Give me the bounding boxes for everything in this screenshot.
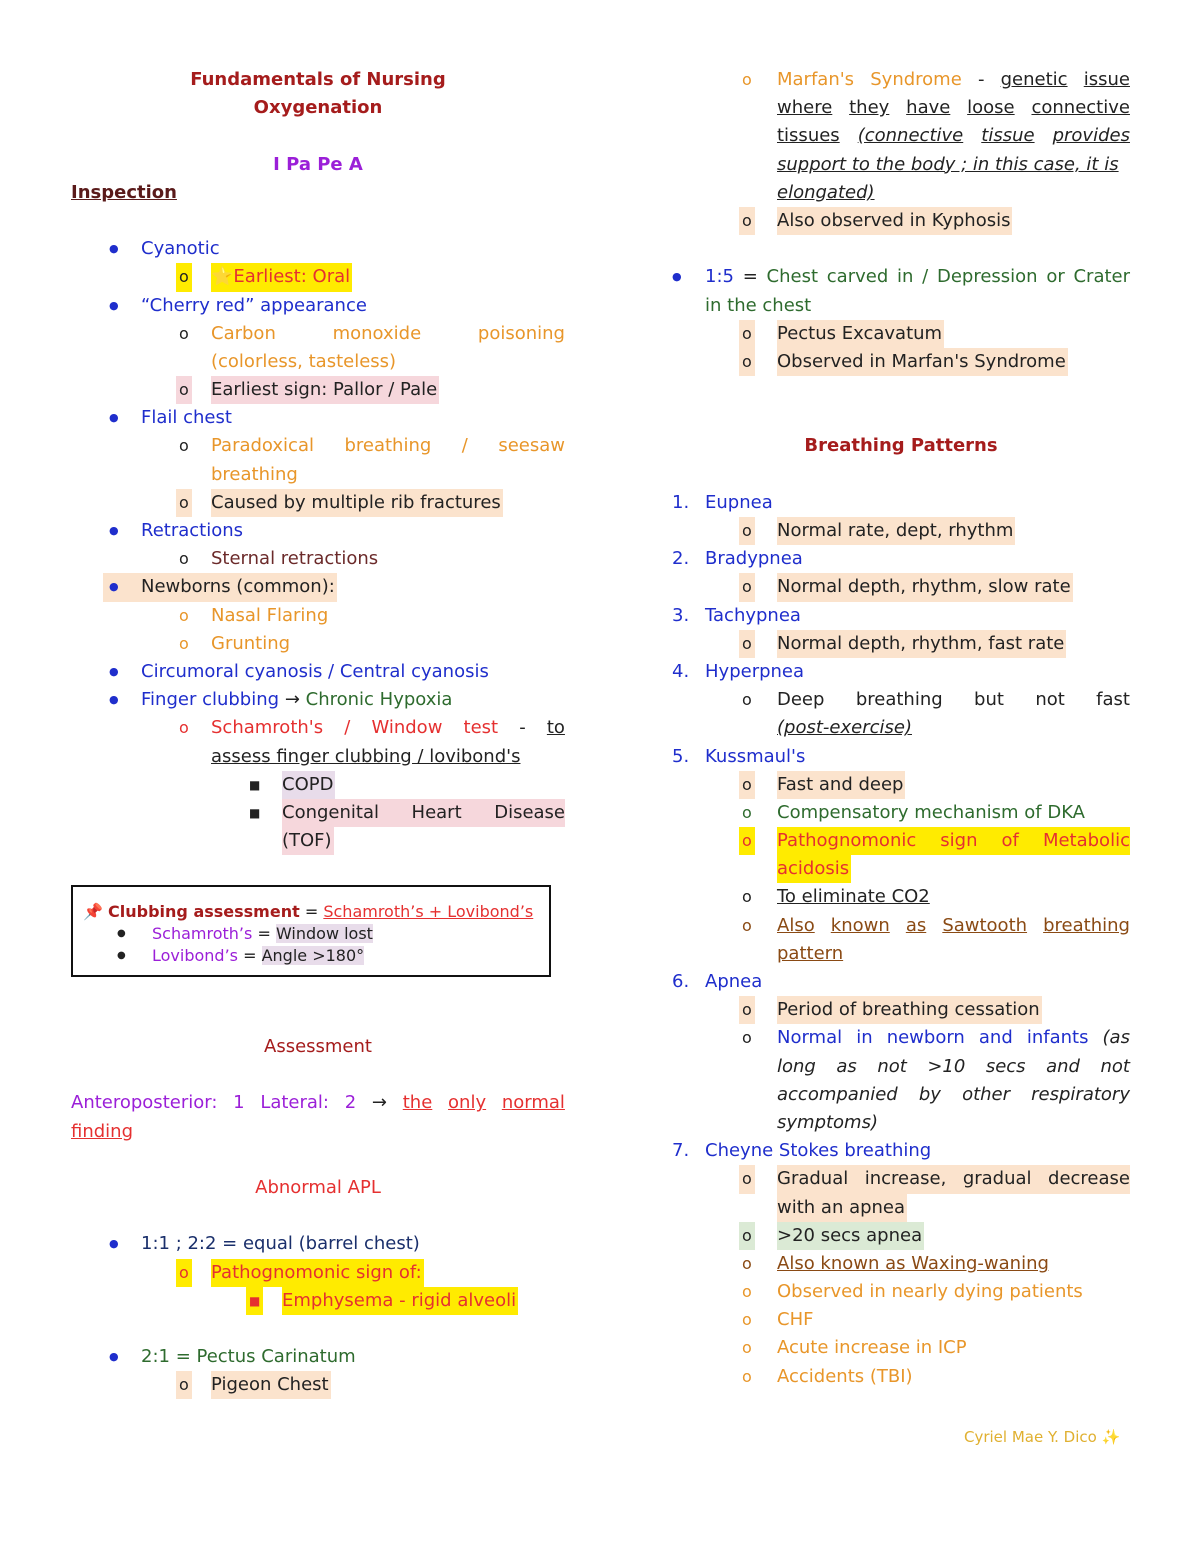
circle-bullet-icon: o xyxy=(176,489,192,517)
circle-bullet-icon: o xyxy=(739,348,755,376)
list-item: o Acute increase in ICP xyxy=(672,1334,1130,1362)
arrow-icon: → xyxy=(371,1092,388,1114)
list-item-cont: (colorless, tasteless) xyxy=(211,350,397,372)
circle-bullet-icon: o xyxy=(739,771,755,799)
list-item-cont: (TOF) xyxy=(71,827,565,855)
right-column: o Marfan's Syndrome - genetic issue where they have loose connective tissues (connective tissue provides support to the body ; in this case, it is elongated) o Also observed in Kyphosis ● 1:5 = Chest carved in / Depression or Crater in the chest o Pectus Excavatum o Observed in Marfan's Syndrome Breathing Patterns 1. Eupnea o Normal rate, dept, rhythm 2. Bradypnea o Normal depth, rhythm, slow rate 3. Tachypnea o Normal depth, rhythm, fast rate 4. Hyperpnea o Deep breathing but not fast (post-exercise) 5. Kussmaul's o Fast and deep o Compensatory mechanism of DKA o Pathognomonic sign of Metabolic acidosis o To eliminate CO2 o Also known as Sawtooth breathing pattern 6. Apnea o Period of breathing cessation o Normal in newborn and infants (as long as not >10 secs and not accompanied by other respiratory symptoms) 7. Cheyne Stokes breathing o Gradual increase, gradual decrease with an apnea o >20 secs apnea o Also known as Waxing-waning o Observed in nearly dying patients o CHF o Acute increase in ICP o Accidents (TBI) xyxy=(672,66,1130,1391)
list-item: 7. Cheyne Stokes breathing xyxy=(672,1140,932,1162)
circle-bullet-icon: o xyxy=(742,887,752,907)
ipa-mnemonic: I Pa Pe A xyxy=(273,153,363,175)
arrow-icon: → xyxy=(284,689,300,711)
list-item: ● Newborns (common): xyxy=(71,573,565,601)
assessment-heading: Assessment xyxy=(264,1036,372,1057)
bullet-icon: ● xyxy=(109,411,119,425)
list-item: o Schamroth's / Window test - to xyxy=(71,714,565,742)
list-item: ● Schamroth’s = Window lost xyxy=(117,924,373,943)
circle-bullet-icon: o xyxy=(742,70,752,89)
list-item: 6. Apnea xyxy=(672,971,763,992)
circle-bullet-icon: o xyxy=(742,1028,752,1048)
list-item: ● 1:5 = Chest carved in / Depression or Crater xyxy=(672,263,1130,291)
list-item: 2. Bradypnea xyxy=(672,548,803,570)
bullet-icon: ● xyxy=(109,242,119,256)
list-item: o CHF xyxy=(672,1306,1130,1334)
list-item: ● Retractions xyxy=(71,517,565,545)
bullet-icon: ● xyxy=(109,524,119,537)
list-item: o Nasal Flaring xyxy=(71,602,565,630)
list-item: ● Cyanotic xyxy=(71,235,565,263)
bullet-icon: ● xyxy=(672,270,682,284)
circle-bullet-icon: o xyxy=(176,263,192,291)
circle-bullet-icon: o xyxy=(739,320,755,348)
list-item: o Fast and deep xyxy=(672,771,1130,799)
circle-bullet-icon: o xyxy=(739,517,755,545)
circle-bullet-icon: o xyxy=(742,690,752,710)
left-column xyxy=(71,66,565,855)
circle-bullet-icon: o xyxy=(742,915,752,935)
doc-subtitle: Oxygenation xyxy=(253,97,383,119)
circle-bullet-icon: o xyxy=(739,996,755,1024)
list-item: o Normal rate, dept, rhythm xyxy=(672,517,1130,545)
bullet-icon: ● xyxy=(109,1237,119,1251)
circle-bullet-icon: o xyxy=(176,376,192,404)
list-item: o Period of breathing cessation xyxy=(672,996,1130,1024)
bullet-icon: ● xyxy=(109,1350,119,1364)
list-item: o Normal depth, rhythm, fast rate xyxy=(672,630,1130,658)
list-item: o Normal in newborn and infants (as xyxy=(672,1024,1130,1052)
list-item: o To eliminate CO2 xyxy=(672,883,1130,911)
list-item: o Also known as Sawtooth breathing xyxy=(672,912,1130,940)
list-item: o Carbon monoxide poisoning xyxy=(71,320,565,348)
circle-bullet-icon: o xyxy=(739,207,755,235)
circle-bullet-icon: o xyxy=(742,1310,752,1330)
list-item: 4. Hyperpnea xyxy=(672,660,805,682)
bullet-icon: ● xyxy=(117,928,126,939)
circle-bullet-icon: o xyxy=(739,1222,755,1250)
assessment-section: Assessment Anteroposterior: 1 Lateral: 2 → the only normal finding Abnormal APL ● 1:1 ; 2:2 = equal (barrel chest) o Pathognomonic sign of: ■ Emphysema - rigid alveoli ● 2:1 = Pectus Carinatum o Pigeon Chest xyxy=(71,1033,565,1399)
circle-bullet-icon: o xyxy=(176,1371,192,1399)
list-item: 1. Eupnea xyxy=(672,491,773,513)
abnormal-heading: Abnormal APL xyxy=(255,1176,381,1198)
bullet-icon: ● xyxy=(109,664,119,678)
list-item: ● Finger clubbing → Chronic Hypoxia xyxy=(71,686,565,714)
list-item: ■ Emphysema - rigid alveoli xyxy=(71,1287,565,1315)
circle-bullet-icon: o xyxy=(742,802,752,822)
list-item: o Marfan's Syndrome - genetic issue xyxy=(672,66,1130,94)
list-item: o Earliest sign: Pallor / Pale xyxy=(71,376,565,404)
list-item: o >20 secs apnea xyxy=(672,1222,1130,1250)
circle-bullet-icon: o xyxy=(739,573,755,601)
circle-bullet-icon: o xyxy=(739,630,755,658)
inspection-heading: Inspection xyxy=(71,181,177,203)
list-item: o Paradoxical breathing / seesaw xyxy=(71,432,565,460)
list-item: o Normal depth, rhythm, slow rate xyxy=(672,573,1130,601)
circle-bullet-icon: o xyxy=(742,1366,752,1386)
circle-bullet-icon: o xyxy=(739,827,755,855)
list-item: 3. Tachypnea xyxy=(672,604,801,626)
list-item: o Caused by multiple rib fractures xyxy=(71,489,565,517)
circle-bullet-icon: o xyxy=(179,549,189,569)
list-item: o Pigeon Chest xyxy=(71,1371,565,1399)
list-item: ■ Congenital Heart Disease xyxy=(71,799,565,827)
list-item: o Pathognomonic sign of: xyxy=(71,1259,565,1287)
list-item: o Accidents (TBI) xyxy=(672,1363,1130,1391)
list-item: 5. Kussmaul's xyxy=(672,745,806,767)
breathing-heading: Breathing Patterns xyxy=(804,435,998,457)
bullet-icon: ● xyxy=(109,693,119,707)
pin-icon: 📌 xyxy=(83,902,103,921)
bullet-icon: ● xyxy=(117,950,126,961)
list-item: ● Circumoral cyanosis / Central cyanosis xyxy=(71,658,565,686)
list-item: ● Flail chest xyxy=(71,404,565,432)
list-item: ● Lovibond’s = Angle >180° xyxy=(117,946,365,965)
circle-bullet-icon: o xyxy=(742,1282,752,1302)
circle-bullet-icon: o xyxy=(179,605,189,625)
list-item: o Observed in nearly dying patients xyxy=(672,1278,1130,1306)
list-item: o ⭐Earliest: Oral xyxy=(71,263,565,291)
list-item: o Gradual increase, gradual decrease xyxy=(672,1165,1130,1193)
list-item-cont: breathing xyxy=(211,463,298,485)
clubbing-callout xyxy=(71,885,551,977)
list-item: o Deep breathing but not fast xyxy=(672,686,1130,714)
list-item: o Compensatory mechanism of DKA xyxy=(672,799,1130,827)
circle-bullet-icon: o xyxy=(179,323,189,343)
circle-bullet-icon: o xyxy=(179,718,189,738)
list-item: o Also known as Waxing-waning xyxy=(672,1250,1130,1278)
apl-normal: Anteroposterior: 1 Lateral: 2 → the only normal xyxy=(71,1089,565,1117)
square-bullet-icon: ■ xyxy=(249,805,261,820)
author-footer: Cyriel Mae Y. Dico ✨ xyxy=(964,1428,1121,1446)
list-item: o Pathognomonic sign of Metabolic xyxy=(672,827,1130,855)
circle-bullet-icon: o xyxy=(176,1259,192,1287)
list-item-cont: assess finger clubbing / lovibond's xyxy=(211,745,521,767)
bullet-icon: ● xyxy=(109,580,119,594)
list-item: o Observed in Marfan's Syndrome xyxy=(672,348,1130,376)
list-item: ● 1:1 ; 2:2 = equal (barrel chest) xyxy=(71,1230,565,1258)
list-item: o Pectus Excavatum xyxy=(672,320,1130,348)
list-item: ■ COPD xyxy=(71,771,565,799)
circle-bullet-icon: o xyxy=(742,1338,752,1358)
doc-title: Fundamentals of Nursing xyxy=(190,69,446,90)
circle-bullet-icon: o xyxy=(742,1253,752,1273)
list-item: ● “Cherry red” appearance xyxy=(71,292,565,320)
sparkle-icon: ✨ xyxy=(1101,1428,1121,1446)
circle-bullet-icon: o xyxy=(179,633,189,653)
square-bullet-icon: ■ xyxy=(246,1287,263,1315)
star-icon: ⭐ xyxy=(211,266,234,288)
circle-bullet-icon: o xyxy=(179,436,189,456)
list-item: o Also observed in Kyphosis xyxy=(672,207,1130,235)
bullet-icon: ● xyxy=(109,298,119,312)
list-item: ● 2:1 = Pectus Carinatum xyxy=(71,1343,565,1371)
list-item: o Grunting xyxy=(71,630,565,658)
list-item: o Sternal retractions xyxy=(71,545,565,573)
circle-bullet-icon: o xyxy=(739,1165,755,1193)
callout-title: 📌 Clubbing assessment = Schamroth’s + Lovibond’s xyxy=(83,902,534,921)
square-bullet-icon: ■ xyxy=(249,777,261,792)
